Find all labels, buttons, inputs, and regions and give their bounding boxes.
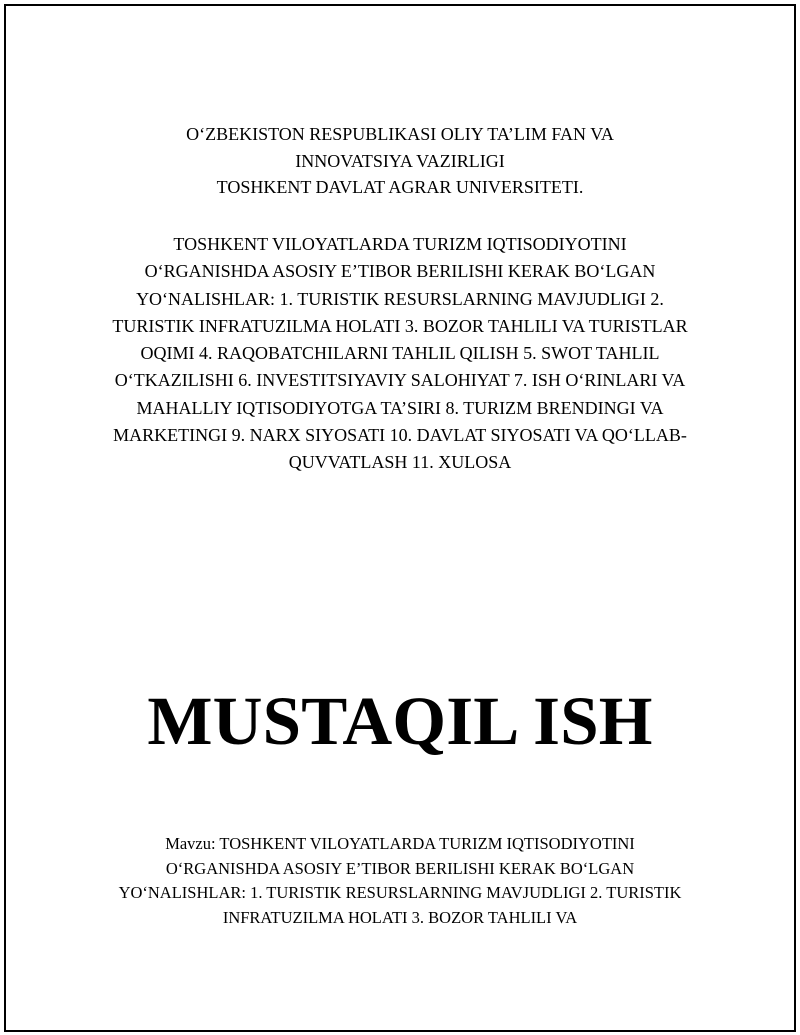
mavzu-paragraph: Mavzu: TOSHKENT VILOYATLARDA TURIZM IQTISODIYOTINI O‘RGANISHDA ASOSIY E’TIBOR BERILISHI KERAK BO‘LGAN YO‘NALISHLAR: 1. TURISTIK RESURSLARNING MAVJUDLIGI 2. TURISTIK INFRATUZILMA HOLATI 3. BOZOR TAHLILI VA — [118, 834, 682, 927]
page-title: MUSTAQIL ISH — [147, 683, 653, 759]
university-name: TOSHKENT DAVLAT AGRAR UNIVERSITETI. — [216, 177, 584, 197]
topic-heading: TOSHKENT VILOYATLARDA TURIZM IQTISODIYOTINI O‘RGANISHDA ASOSIY E’TIBOR BERILISHI KERAK BO‘LGAN YO‘NALISHLAR: 1. TURISTIK RESURSLARNING MAVJUDLIGI 2. TURISTIK INFRATUZILMA HOLATI 3. BOZOR TAHLILI VA TURISTLAR OQIMI 4. RAQOBATCHILARNI TAHLIL QILISH 5. SWOT TAHLIL O‘TKAZILISHI 6. INVESTITSIYAVIY SALOHIYAT 7. ISH O‘RINLARI VA MAHALLIY IQTISODIYOTGA TA’SIRI 8. TURIZM BRENDINGI VA MARKETINGI 9. NARX SIYOSATI 10. DAVLAT SIYOSATI VA QO‘LLAB-QUVVATLASH 11. XULOSA — [112, 234, 688, 473]
ministry-line-1: O‘ZBEKISTON RESPUBLIKASI OLIY TA’LIM FAN VA — [186, 124, 614, 144]
institution-header — [0, 121, 800, 201]
ministry-line-2: INNOVATSIYA VAZIRLIGI — [295, 150, 505, 171]
